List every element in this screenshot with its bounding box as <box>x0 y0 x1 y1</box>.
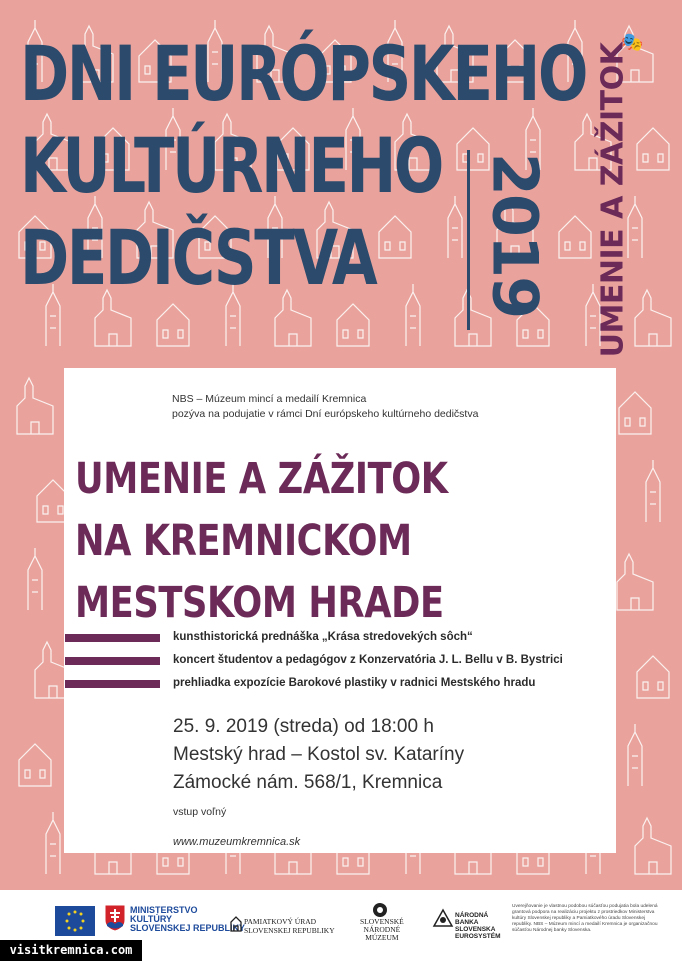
program-item-1: kunsthistorická prednáška „Krása stredovekých sôch“ <box>173 631 473 643</box>
slovak-coat-of-arms-icon <box>104 904 126 932</box>
event-title-line-2: NA KREMNICKOM <box>75 516 412 566</box>
building-outline <box>19 744 51 786</box>
credits-text: Uverejňovanie je vlastnou podobou súčasťou podujatia bola udelená grantová podpora na realizáciu projektu z prostriedkov Ministerstva kultúry Slovenskej republiky a Pamiatkového úradu Slovenskej republiky. NBS – Múzeum mincí a medailí Kremnica je organizačnou súčasťou Národnej banky Slovenska. <box>512 904 658 933</box>
event-address: Zámocké nám. 568/1, Kremnica <box>173 772 443 793</box>
site-watermark: visitkremnica.com <box>0 940 142 961</box>
ministry-line-1: MINISTERSTVO <box>130 905 198 915</box>
program-bar-2 <box>65 657 160 665</box>
invitation <box>172 392 478 422</box>
national-bank-logo <box>455 912 501 940</box>
event-title-line-3: MESTSKOM HRADE <box>75 578 444 628</box>
year-vertical <box>470 140 560 330</box>
building-outline <box>628 724 642 786</box>
subtitle-vertical <box>583 42 643 358</box>
monuments-line-1: PAMIATKOVÝ ÚRAD <box>244 917 317 926</box>
program-bar-1 <box>65 634 160 642</box>
building-outline <box>17 378 53 434</box>
monuments-line-2: SLOVENSKEJ REPUBLIKY <box>244 926 335 935</box>
museum-line-1: SLOVENSKÉ <box>360 917 404 926</box>
event-datetime: 25. 9. 2019 (streda) od 18:00 h <box>173 716 434 737</box>
subtitle-vertical-text: UMENIE A ZÁŽITOK <box>595 42 631 358</box>
ministry-line-3: SLOVENSKEJ REPUBLIKY <box>130 923 246 933</box>
title-line-3: DEDIČSTVA <box>20 213 376 302</box>
event-title <box>75 448 595 634</box>
bank-line-2: BANKA <box>455 919 479 926</box>
building-outline <box>28 548 42 610</box>
monuments-office-logo <box>244 917 335 935</box>
ministry-logo <box>130 906 245 933</box>
program-item-3: prehliadka expozície Barokové plastiky v radnici Mestského hradu <box>173 677 536 689</box>
building-outline <box>646 460 660 522</box>
building-outline <box>46 812 60 874</box>
museum-line-2: NÁRODNÉ <box>363 925 401 934</box>
national-bank-icon <box>432 908 454 933</box>
program-item-2: koncert študentov a pedagógov z Konzervatória J. L. Bellu v B. Bystrici <box>173 654 563 666</box>
bank-line-4: EUROSYSTÉM <box>455 933 501 940</box>
title-line-2: KULTÚRNEHO <box>20 121 442 210</box>
title-line-1: DNI EURÓPSKEHO <box>20 29 587 118</box>
building-outline <box>337 304 369 346</box>
national-museum-logo <box>360 918 404 942</box>
bank-line-1: NÁRODNÁ <box>455 912 489 919</box>
website-link[interactable]: www.muzeumkremnica.sk <box>173 836 301 848</box>
monuments-office-icon <box>230 916 242 937</box>
event-venue: Mestský hrad – Kostol sv. Kataríny <box>173 744 465 765</box>
invite-text: pozýva na podujatie v rámci Dní európskeho kultúrneho dedičstva <box>172 408 479 420</box>
organizer: NBS – Múzeum mincí a medailí Kremnica <box>172 393 367 405</box>
building-outline <box>635 818 671 874</box>
bank-line-3: SLOVENSKA <box>455 926 496 933</box>
event-details <box>173 713 464 797</box>
building-outline <box>637 656 669 698</box>
eu-flag-icon <box>55 906 95 936</box>
building-outline <box>619 392 651 434</box>
event-title-line-1: UMENIE A ZÁŽITOK <box>75 454 448 504</box>
year-text: 2019 <box>478 152 552 318</box>
entry-note: vstup voľný <box>173 806 227 818</box>
building-outline <box>157 304 189 346</box>
ministry-line-2: KULTÚRY <box>130 914 172 924</box>
museum-line-3: MÚZEUM <box>365 933 399 942</box>
theatre-masks-icon: 🎭 <box>621 32 644 52</box>
building-outline <box>617 554 653 610</box>
program-bar-3 <box>65 680 160 688</box>
